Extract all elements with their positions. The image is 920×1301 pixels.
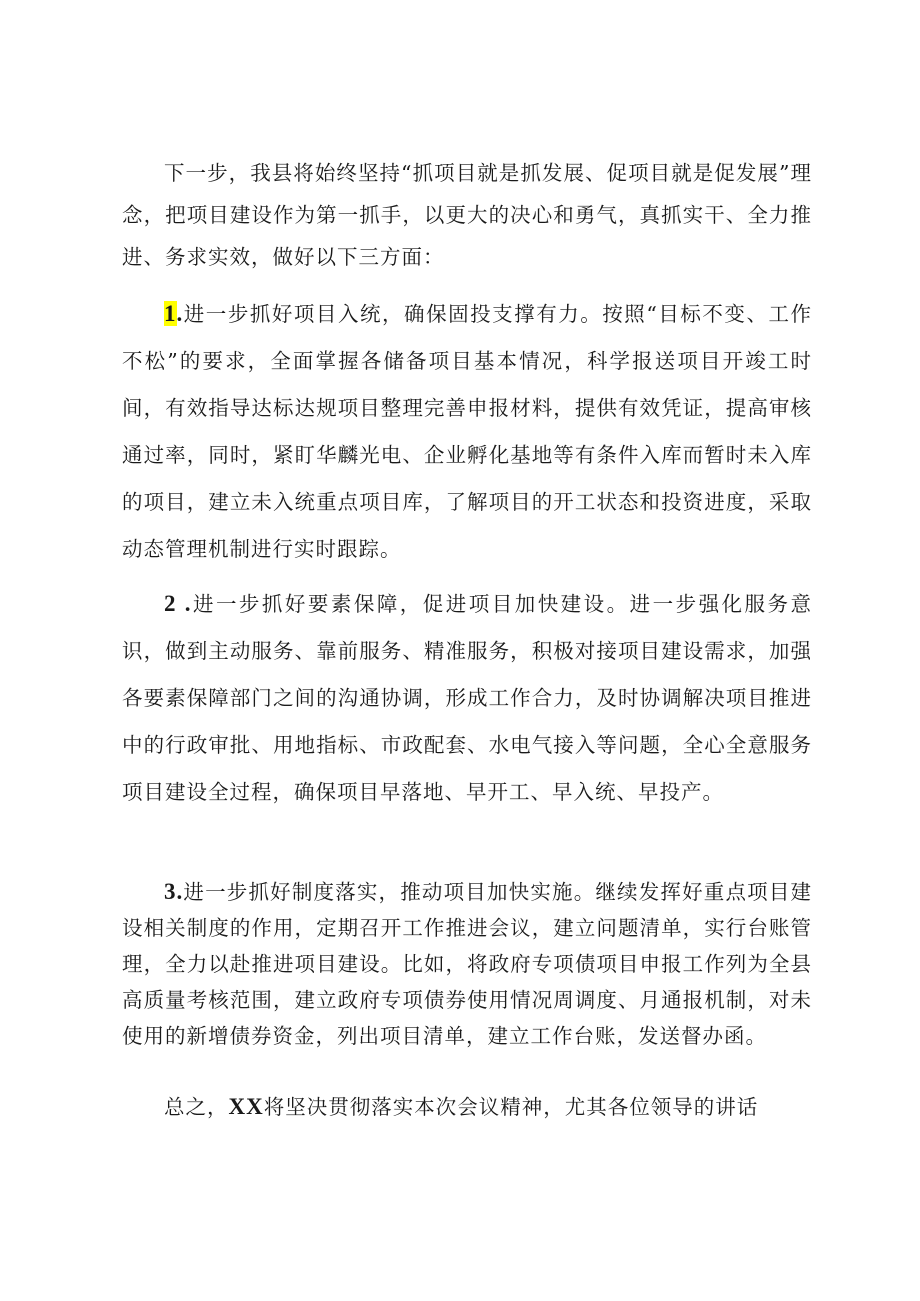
item-3-number: 3	[164, 879, 177, 904]
item-1-number: 1	[164, 301, 177, 326]
conclusion-paragraph	[122, 1086, 812, 1128]
item-1-paragraph	[122, 290, 812, 573]
item-1-text: 进一步抓好项目入统，确保固投支撑有力。按照“目标不变、工作不松”的要求，全面掌握各储备项目基本情况，科学报送项目开竣工时间，有效指导达标达规项目整理完善申报材料，提供有效凭证，提高审核通过率，同时，紧盯华麟光电、企业孵化基地等有条件入库而暂时未入库的项目，建立未入统重点项目库，了解项目的开工状态和投资进度，采取动态管理机制进行实时跟踪。	[122, 302, 812, 561]
item-2-separator: .	[176, 591, 192, 616]
item-2-paragraph	[122, 580, 812, 816]
item-2-number: 2	[164, 591, 177, 616]
conclusion-prefix: 总之，	[164, 1095, 229, 1119]
item-3-separator: .	[176, 879, 184, 904]
item-3-paragraph	[122, 874, 812, 1054]
item-3-text: 进一步抓好制度落实，推动项目加快实施。继续发挥好重点项目建设相关制度的作用，定期召开工作推进会议，建立问题清单，实行台账管理，全力以赴推进项目建设。比如，将政府专项债项目申报工作列为全县高质量考核范围，建立政府专项债券使用情况周调度、月通报机制，对未使用的新增债券资金，列出项目清单，建立工作台账，发送督办函。	[122, 880, 812, 1048]
conclusion-text: 将坚决贯彻落实本次会议精神，尤其各位领导的讲话	[263, 1095, 759, 1119]
item-2-text: 进一步抓好要素保障，促进项目加快建设。进一步强化服务意识，做到主动服务、靠前服务、精准服务，积极对接项目建设需求，加强各要素保障部门之间的沟通协调，形成工作合力，及时协调解决项目推进中的行政审批、用地指标、市政配套、水电气接入等问题，全心全意服务项目建设全过程，确保项目早落地、早开工、早入统、早投产。	[122, 592, 813, 804]
item-1-separator: .	[176, 301, 184, 326]
intro-paragraph: 下一步，我县将始终坚持“抓项目就是抓发展、促项目就是促发展”理念，把项目建设作为第一抓手，以更大的决心和勇气，真抓实干、全力推进、务求实效，做好以下三方面：	[122, 161, 812, 269]
conclusion-bold: XX	[228, 1094, 264, 1119]
